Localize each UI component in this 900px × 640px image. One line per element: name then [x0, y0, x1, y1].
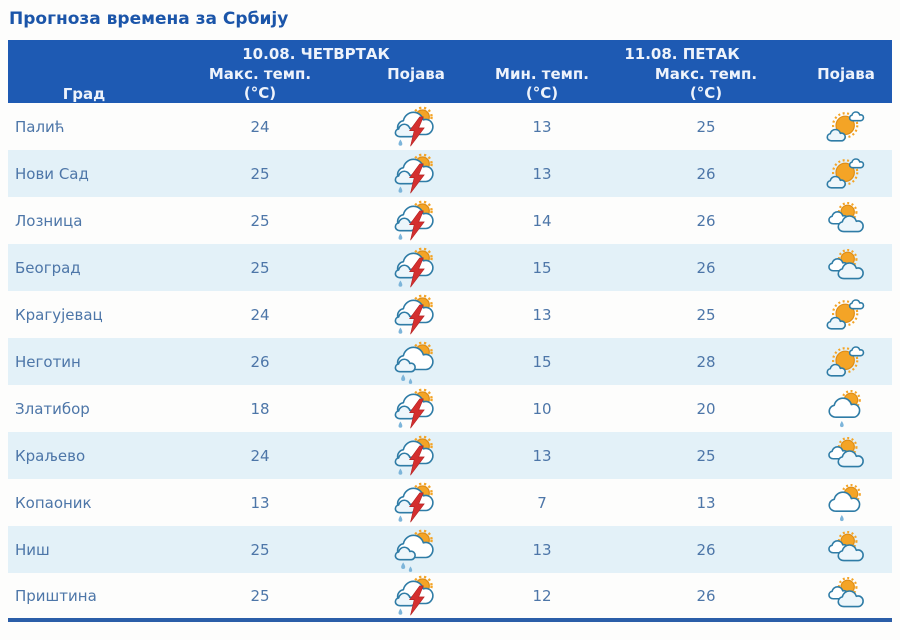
- day2-max-temp-cell: 26: [696, 164, 716, 183]
- sunny-few-clouds-icon: [824, 342, 868, 382]
- day1-phenomenon-cell: [360, 479, 472, 526]
- thunderstorm-sun-icon: [394, 574, 438, 618]
- day1-max-temp-cell: 24: [250, 117, 270, 136]
- rain-sun-icon: [394, 528, 438, 572]
- col-header-day2-min-temp: Мин. темп. (°C): [472, 63, 612, 103]
- day2-phenomenon-cell: [800, 244, 892, 291]
- day2-max-temp-cell: 20: [696, 399, 716, 418]
- day2-max-temp-cell: 25: [696, 305, 716, 324]
- table-row: [8, 244, 892, 291]
- day1-max-temp-cell: 25: [250, 540, 270, 559]
- table-row: [8, 432, 892, 479]
- day2-max-temp-cell: 26: [696, 586, 716, 605]
- day2-phenomenon-cell: [800, 103, 892, 150]
- day2-min-temp-cell: 13: [532, 164, 552, 183]
- thunderstorm-sun-icon: [394, 105, 438, 149]
- table-row: [8, 103, 892, 150]
- city-cell: Копаоник: [15, 493, 92, 512]
- rain-sun-icon: [394, 340, 438, 384]
- page-title: Прогноза времена за Србију: [9, 9, 289, 29]
- table-header: [8, 40, 892, 103]
- city-cell: Нови Сад: [15, 164, 89, 183]
- day1-phenomenon-cell: [360, 573, 472, 620]
- city-cell: Ниш: [15, 540, 50, 559]
- day1-max-temp-cell: 24: [250, 446, 270, 465]
- day1-phenomenon-cell: [360, 150, 472, 197]
- day2-phenomenon-cell: [800, 573, 892, 620]
- col-header-day1-phenomenon: Појава: [360, 63, 472, 103]
- city-cell: Златибор: [15, 399, 90, 418]
- table-row: [8, 150, 892, 197]
- day1-phenomenon-cell: [360, 338, 472, 385]
- col-header-city: Град: [8, 40, 160, 103]
- thunderstorm-sun-icon: [394, 434, 438, 478]
- day1-max-temp-cell: 25: [250, 164, 270, 183]
- forecast-table: [8, 40, 892, 622]
- day2-phenomenon-cell: [800, 526, 892, 573]
- day1-max-temp-cell: 26: [250, 352, 270, 371]
- day2-min-temp-cell: 13: [532, 117, 552, 136]
- day1-phenomenon-cell: [360, 197, 472, 244]
- day2-max-temp-cell: 26: [696, 258, 716, 277]
- day2-min-temp-cell: 13: [532, 305, 552, 324]
- day1-max-temp-cell: 25: [250, 586, 270, 605]
- city-cell: Крагујевац: [15, 305, 103, 324]
- day2-phenomenon-cell: [800, 197, 892, 244]
- table-body: [8, 103, 892, 620]
- clouds-sun-icon: [824, 201, 868, 241]
- clouds-sun-rain-icon: [824, 483, 868, 523]
- col-header-day2-max-temp: Макс. темп. (°C): [612, 63, 800, 103]
- clouds-sun-icon: [824, 530, 868, 570]
- day2-phenomenon-cell: [800, 338, 892, 385]
- day2-max-temp-cell: 25: [696, 446, 716, 465]
- thunderstorm-sun-icon: [394, 387, 438, 431]
- day1-phenomenon-cell: [360, 291, 472, 338]
- thunderstorm-sun-icon: [394, 199, 438, 243]
- table-row: [8, 479, 892, 526]
- sunny-few-clouds-icon: [824, 154, 868, 194]
- day2-max-temp-cell: 13: [696, 493, 716, 512]
- day1-phenomenon-cell: [360, 244, 472, 291]
- table-row: [8, 573, 892, 620]
- day2-phenomenon-cell: [800, 432, 892, 479]
- col-header-day2-phenomenon: Појава: [800, 63, 892, 103]
- clouds-sun-icon: [824, 436, 868, 476]
- day2-phenomenon-cell: [800, 385, 892, 432]
- city-cell: Неготин: [15, 352, 81, 371]
- sunny-few-clouds-icon: [824, 107, 868, 147]
- day2-date-header: 11.08. ПЕТАК: [472, 40, 892, 63]
- day2-max-temp-cell: 28: [696, 352, 716, 371]
- day1-max-temp-cell: 25: [250, 211, 270, 230]
- day1-phenomenon-cell: [360, 103, 472, 150]
- clouds-sun-rain-icon: [824, 389, 868, 429]
- day1-phenomenon-cell: [360, 385, 472, 432]
- day2-min-temp-cell: 10: [532, 399, 552, 418]
- city-cell: Краљево: [15, 446, 86, 465]
- col-header-day1-max-temp: Макс. темп. (°C): [160, 63, 360, 103]
- table-row: [8, 291, 892, 338]
- day1-max-temp-cell: 25: [250, 258, 270, 277]
- city-cell: Београд: [15, 258, 81, 277]
- day2-phenomenon-cell: [800, 479, 892, 526]
- thunderstorm-sun-icon: [394, 152, 438, 196]
- city-cell: Приштина: [15, 586, 97, 605]
- day2-max-temp-cell: 26: [696, 211, 716, 230]
- day2-min-temp-cell: 13: [532, 540, 552, 559]
- thunderstorm-sun-icon: [394, 246, 438, 290]
- table-row: [8, 385, 892, 432]
- day2-min-temp-cell: 12: [532, 586, 552, 605]
- day2-min-temp-cell: 15: [532, 258, 552, 277]
- thunderstorm-sun-icon: [394, 293, 438, 337]
- clouds-sun-icon: [824, 248, 868, 288]
- day1-phenomenon-cell: [360, 526, 472, 573]
- clouds-sun-icon: [824, 576, 868, 616]
- city-cell: Лозница: [15, 211, 83, 230]
- day2-max-temp-cell: 25: [696, 117, 716, 136]
- day2-min-temp-cell: 7: [537, 493, 547, 512]
- table-row: [8, 197, 892, 244]
- day2-min-temp-cell: 15: [532, 352, 552, 371]
- day2-min-temp-cell: 14: [532, 211, 552, 230]
- day2-min-temp-cell: 13: [532, 446, 552, 465]
- day1-date-header: 10.08. ЧЕТВРТАК: [160, 40, 472, 63]
- day1-max-temp-cell: 13: [250, 493, 270, 512]
- sunny-few-clouds-icon: [824, 295, 868, 335]
- city-cell: Палић: [15, 117, 65, 136]
- day1-phenomenon-cell: [360, 432, 472, 479]
- day2-phenomenon-cell: [800, 291, 892, 338]
- table-row: [8, 338, 892, 385]
- day2-max-temp-cell: 26: [696, 540, 716, 559]
- day1-max-temp-cell: 18: [250, 399, 270, 418]
- day2-phenomenon-cell: [800, 150, 892, 197]
- table-row: [8, 526, 892, 573]
- day1-max-temp-cell: 24: [250, 305, 270, 324]
- thunderstorm-sun-icon: [394, 481, 438, 525]
